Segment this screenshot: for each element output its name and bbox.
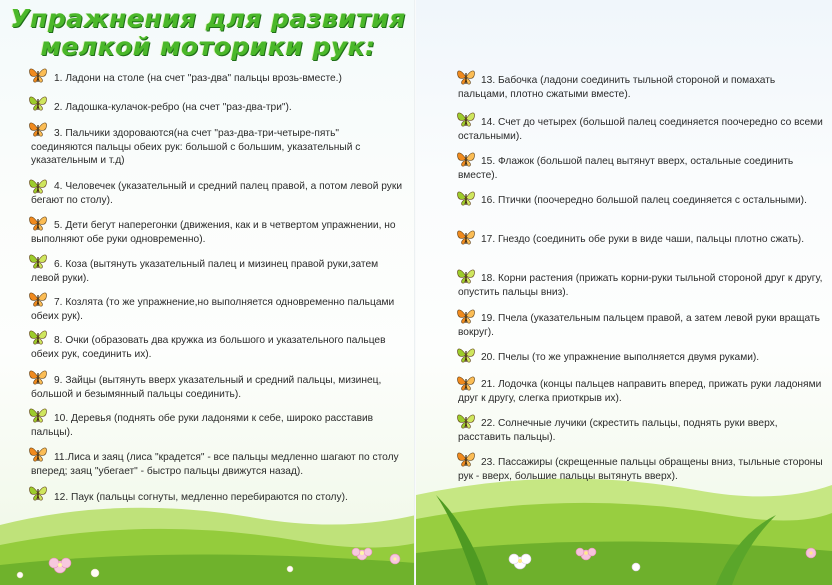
exercise-item-left-10: 10. Деревья (поднять обе руки ладонями к себе, широко расставив пальцы). [31,413,374,438]
page-title-line-1: Упражнения для развития [10,4,406,33]
right-page [416,0,832,585]
exercise-item-right-8: 20. Пчелы (то же упражнение выполняется двумя руками). [481,352,760,363]
exercise-item-left-8: 8. Очки (образовать два кружка из большого и указательного пальцев обеих рук, соединить их). [31,335,386,360]
exercise-item-right-3: 15. Флажок (большой палец вытянут вверх, остальные соединить вместе). [458,156,794,181]
exercise-item-right-6: 18. Корни растения (прижать корни-руки тыльной стороной друг к другу, опустить пальцы вниз). [458,273,823,298]
exercise-item-left-5: 5. Дети бегут наперегонки (движения, как и в четвертом упражнении, но выполняют обе руки одновременно). [31,220,396,245]
exercise-item-right-2: 14. Счет до четырех (большой палец соединяется поочередно со всеми остальными). [458,117,823,142]
exercise-item-right-1: 13. Бабочка (ладони соединить тыльной стороной и помахать пальцами, плотно сжатыми вместе). [458,75,776,100]
exercise-item-left-7: 7. Козлята (то же упражнение,но выполняется одновременно пальцами обеих рук). [31,297,395,322]
page-title-line-2: мелкой моторики рук: [40,32,376,61]
exercise-item-left-3: 3. Пальчики здороваются(на счет "раз-два-три-четыре-пять" соединяются пальцы обеих рук: большой с большим, указательный с указательным и т.д) [31,128,361,166]
exercise-item-left-2: 2. Ладошка-кулачок-ребро (на счет "раз-два-три"). [54,102,292,113]
exercise-item-right-4: 16. Птички (поочередно большой палец соединяется с остальными). [481,195,807,206]
exercise-item-left-9: 9. Зайцы (вытянуть вверх указательный и средний пальцы, мизинец, большой и безымянный пальцы соединить). [31,375,382,400]
exercise-item-left-4: 4. Человечек (указательный и средний палец правой, а потом левой руки бегают по столу). [31,181,403,206]
exercise-item-left-12: 12. Паук (пальцы согнуты, медленно перебираются по столу). [54,492,348,503]
exercise-item-right-5: 17. Гнездо (соединить обе руки в виде чаши, пальцы плотно сжать). [481,234,805,245]
exercise-item-right-7: 19. Пчела (указательным пальцем правой, а затем левой руки вращать вокруг). [458,313,820,338]
exercise-item-right-11: 23. Пассажиры (скрещенные пальцы обращены вниз, тыльные стороны рук - вверх, большие пальцы вытянуть вверх). [458,457,823,482]
exercise-item-left-11: 11.Лиса и заяц (лиса "крадется" - все пальцы медленно шагают по столу вперед; заяц "убегает" - быстро пальцы движутся назад). [31,452,399,477]
exercise-item-left-6: 6. Коза (вытянуть указательный палец и мизинец правой руки,затем левой руки). [31,259,379,284]
exercise-item-left-1: 1. Ладони на столе (на счет "раз-два" пальцы врозь-вместе.) [54,73,342,84]
exercise-item-right-10: 22. Солнечные лучики (скрестить пальцы, поднять руки вверх, расставить пальцы). [458,418,778,443]
exercise-item-right-9: 21. Лодочка (концы пальцев направить вперед, прижать руки ладонями друг к другу, слегка приоткрыв их). [458,379,822,404]
